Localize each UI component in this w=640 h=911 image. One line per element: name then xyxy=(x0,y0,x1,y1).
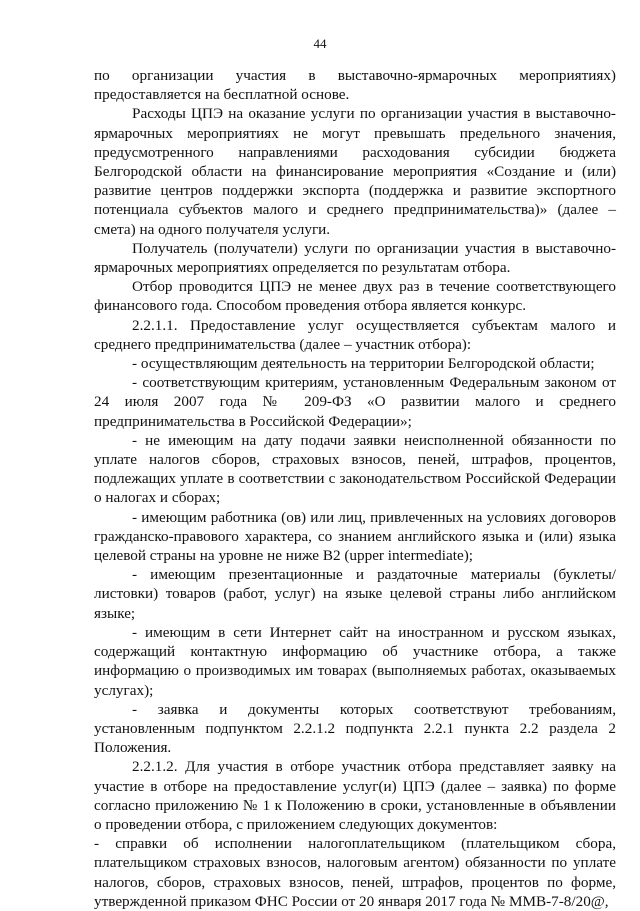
paragraph: - имеющим в сети Интернет сайт на иностранном и русском языках, содержащий контактную информацию об участнике отбора, а также информацию о производимых им товарах (выполняемых работах, оказываемых услугах); xyxy=(94,623,616,699)
paragraph: - справки об исполнении налогоплательщиком (плательщиком сбора, плательщиком страховых взносов, налоговым агентом) обязанности по уплате налогов, сборов, страховых взносов, пеней, штрафов, процентов по форме, утвержденной приказом ФНС России от 20 января 2017 года № ММВ-7-8/20@, xyxy=(94,835,616,910)
paragraph: - осуществляющим деятельность на территории Белгородской области; xyxy=(132,355,595,373)
paragraph: Получатель (получатели) услуги по организации участия в выставочно-ярмарочных мероприятиях определяется по результатам отбора. xyxy=(94,239,616,277)
paragraph: по организации участия в выставочно-ярмарочных мероприятиях) предоставляется на бесплатной основе. xyxy=(94,67,616,104)
paragraph: - имеющим презентационные и раздаточные материалы (буклеты/листовки) товаров (работ, услуг) на языке целевой страны либо английском языке; xyxy=(94,566,616,622)
paragraph: 2.2.1.1. Предоставление услуг осуществляется субъектам малого и среднего предпринимательства (далее – участник отбора): xyxy=(94,316,616,353)
page-number: 44 xyxy=(313,36,327,51)
paragraph: - заявка и документы которых соответствуют требованиям, установленным подпунктом 2.2.1.2 подпункта 2.2.1 пункта 2.2 раздела 2 Положения. xyxy=(94,700,616,757)
document-body xyxy=(94,66,616,911)
paragraph: - соответствующим критериям, установленным Федеральным законом от 24 июля 2007 года № 209-ФЗ «О развитии малого и среднего предпринимательства в Российской Федерации»; xyxy=(94,374,616,430)
paragraph: Отбор проводится ЦПЭ не менее двух раз в течение соответствующего финансового года. Способом проведения отбора является конкурс. xyxy=(94,278,616,315)
paragraph: Расходы ЦПЭ на оказание услуги по организации участия в выставочно-ярмарочных мероприятиях не могут превышать предельного значения, предусмотренного направлениями расходования субсидии бюджета Белгородской области на финансирование мероприятия «Создание и (или) развитие центров поддержки экспорта (поддержка и развитие экспортного потенциала субъектов малого и среднего предпринимательства)» (далее – смета) на одного получателя услуги. xyxy=(94,105,616,238)
paragraph: 2.2.1.2. Для участия в отборе участник отбора представляет заявку на участие в отборе на предоставление услуг(и) ЦПЭ (далее – заявка) по форме согласно приложению № 1 к Положению в сроки, установленные в объявлении о проведении отбора, с приложением следующих документов: xyxy=(94,758,616,833)
paragraph: - не имеющим на дату подачи заявки неисполненной обязанности по уплате налогов сборов, страховых взносов, пеней, штрафов, процентов, подлежащих уплате в соответствии с законодательством Российской Федерации о налогах и сборах; xyxy=(94,431,616,507)
paragraph: - имеющим работника (ов) или лиц, привлеченных на условиях договоров гражданско-правового характера, со знанием английского языка и (или) языка целевой страны на уровне не ниже B2 (upper intermediate); xyxy=(94,508,616,565)
